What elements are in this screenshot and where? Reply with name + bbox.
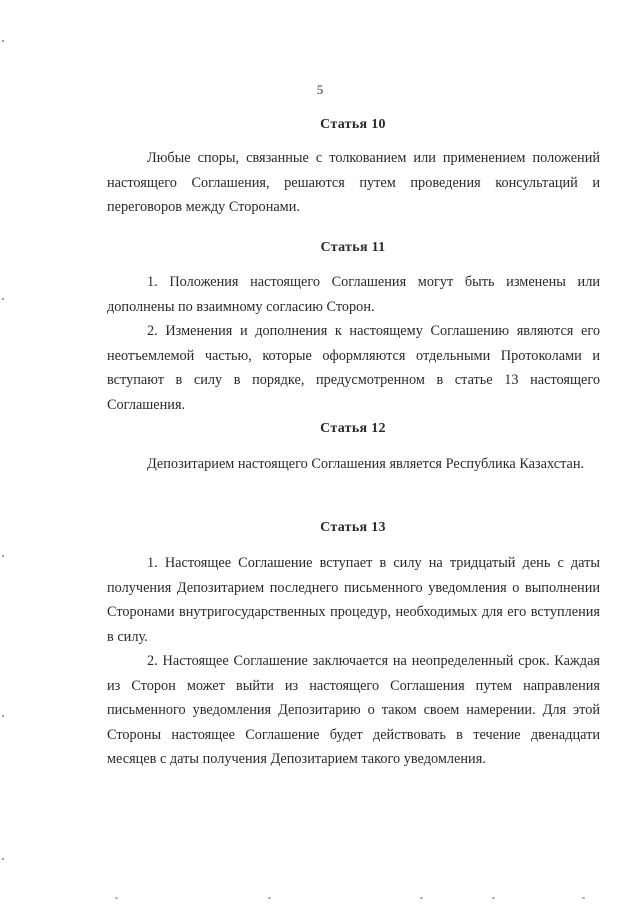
article-12-paragraph-1-text: Депозитарием настоящего Соглашения является Республика Казахстан.: [147, 456, 585, 472]
article-13-paragraph-1-text: 1. Настоящее Соглашение вступает в силу на тридцатый день с даты получения Депозитарием последнего письменного уведомления о выполнении Сторонами внутригосударственных процедур, необходимых для его вступления в силу.: [107, 555, 600, 645]
article-12-heading: Статья 12: [320, 421, 386, 436]
article-13-paragraph-2: [107, 649, 600, 772]
page-number: 5: [316, 82, 324, 97]
article-13-paragraph-1: [107, 551, 600, 649]
article-11-heading: Статья 11: [320, 240, 386, 255]
article-11-paragraph-1: [107, 270, 600, 319]
scan-speck: [268, 897, 271, 899]
scan-speck: [115, 897, 118, 899]
scan-speck: [2, 298, 4, 300]
article-11-paragraph-2: [107, 319, 600, 417]
scan-speck: [2, 555, 4, 557]
article-10-paragraph-1: [107, 146, 600, 220]
article-13-paragraph-2-text: 2. Настоящее Соглашение заключается на неопределенный срок. Каждая из Сторон может выйти из настоящего Соглашения путем направления письменного уведомления Депозитарию о таком своем намерении. Для этой Стороны настоящее Соглашение будет действовать в течение двенадцати месяцев с даты получения Депозитарием такого уведомления.: [107, 653, 600, 767]
article-11-paragraph-2-text: 2. Изменения и дополнения к настоящему Соглашению являются его неотъемлемой частью, которые оформляются отдельными Протоколами и вступают в силу в порядке, предусмотренном в статье 13 настоящего Соглашения.: [107, 323, 600, 413]
article-10-heading: Статья 10: [320, 117, 386, 132]
article-13-heading: Статья 13: [320, 520, 386, 535]
scan-speck: [2, 40, 4, 42]
article-12-paragraph-1: [107, 452, 600, 477]
scan-speck: [2, 858, 4, 860]
article-11-paragraph-1-text: 1. Положения настоящего Соглашения могут быть изменены или дополнены по взаимному согласию Сторон.: [107, 274, 600, 315]
scan-speck: [2, 715, 4, 717]
article-10-paragraph-1-text: Любые споры, связанные с толкованием или применением положений настоящего Соглашения, решаются путем проведения консультаций и переговоров между Сторонами.: [107, 150, 600, 215]
scan-speck: [420, 897, 423, 899]
scan-speck: [492, 897, 495, 899]
scan-speck: [582, 897, 585, 899]
